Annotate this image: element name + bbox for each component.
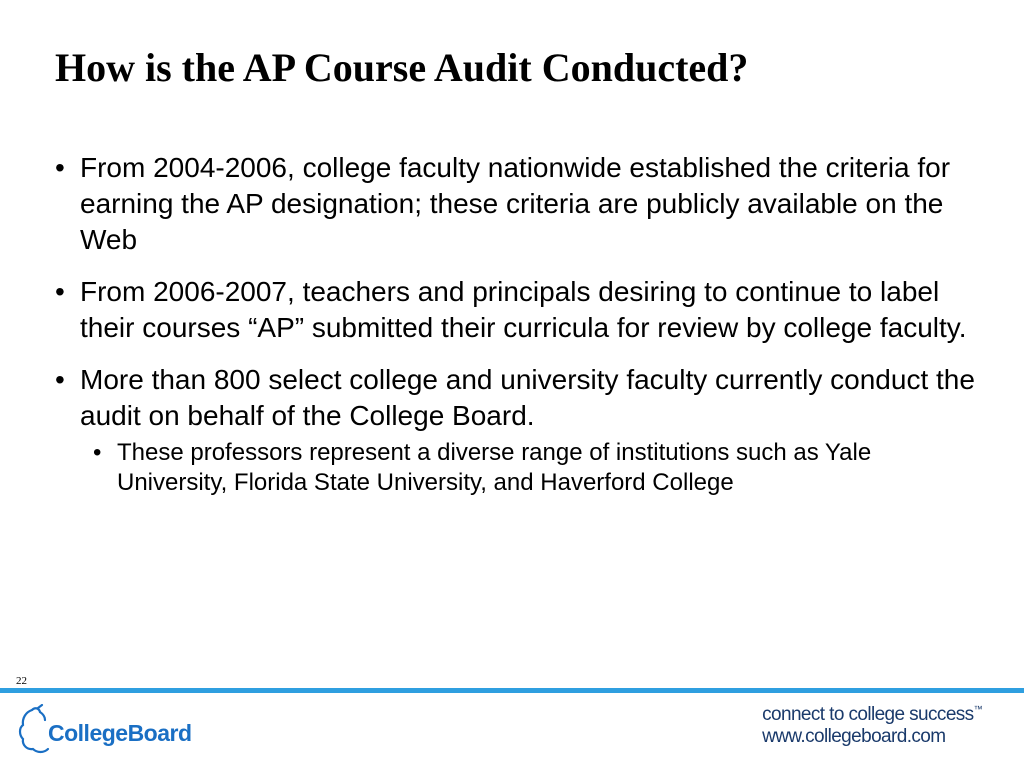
footer-divider [0, 688, 1024, 693]
bullet-item [55, 274, 985, 346]
logo-wordmark: CollegeBoard [48, 720, 192, 746]
bullet-list [55, 150, 985, 498]
sub-bullet-item [93, 438, 985, 498]
slide-title: How is the AP Course Audit Conducted? [55, 45, 749, 90]
website-url: www.collegeboard.com [762, 726, 946, 747]
bullet-text: From 2004-2006, college faculty nationwide established the criteria for earning the AP designation; these criteria are publicly available on the Web [80, 152, 951, 255]
bullet-marker: • [55, 152, 65, 183]
bullet-text: From 2006-2007, teachers and principals desiring to continue to label their courses “AP” submitted their curricula for review by college faculty. [80, 276, 967, 343]
bullet-item [55, 362, 985, 434]
sub-bullet-text: These professors represent a diverse range of institutions such as Yale University, Florida State University, and Haverford College [117, 439, 872, 496]
page-number: 22 [16, 675, 27, 687]
tagline [762, 704, 982, 726]
bullet-text: More than 800 select college and university faculty currently conduct the audit on behalf of the College Board. [80, 364, 975, 431]
sub-bullet-marker: • [93, 439, 102, 466]
bullet-marker: • [55, 276, 65, 307]
footer-tagline-block [762, 704, 982, 748]
bullet-item [55, 150, 985, 258]
collegeboard-logo [18, 700, 218, 760]
tagline-text: connect to college success [762, 704, 974, 725]
trademark-mark: ™ [973, 704, 982, 714]
bullet-marker: • [55, 364, 65, 395]
